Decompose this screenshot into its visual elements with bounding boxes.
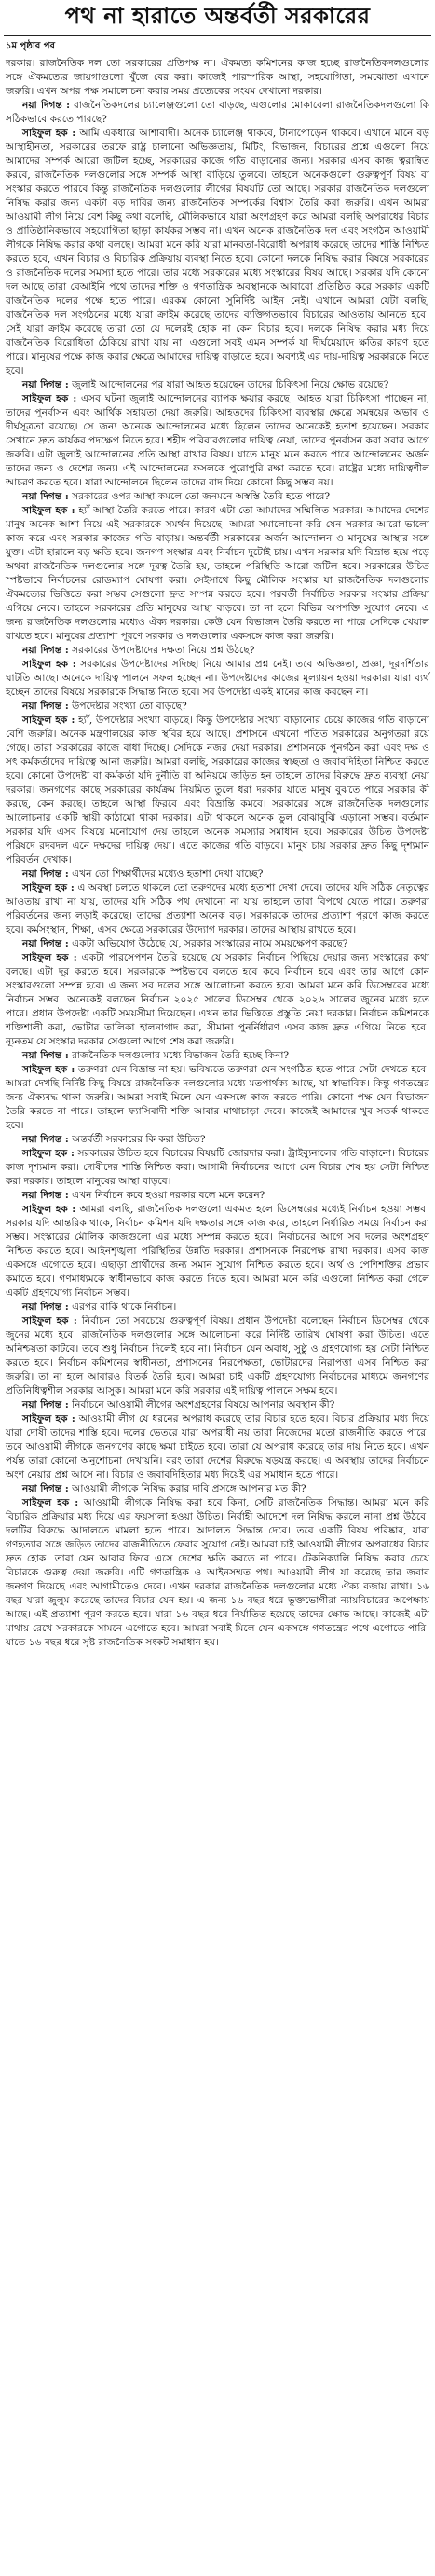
question-paragraph: [6, 867, 429, 881]
paragraph-text: এখন তো শিক্ষার্থীদের মধ্যেও হতাশা দেখা যাচ্ছে?: [72, 868, 264, 879]
question-paragraph: [6, 1398, 429, 1412]
speaker-label: সাইফুল হক :: [22, 1413, 75, 1424]
paragraph-text: নির্বাচন তো সবচেয়ে গুরুত্বপূর্ণ বিষয়। প্রধান উপদেষ্টা বলেছেন নির্বাচন ডিসেম্বর থেকে জুনের মধ্যে হবে। রাজনৈতিক দলগুলোর সঙ্গে আলোচনা করে নির্দিষ্ট তারিখ ঘোষণা করা উচিত। এতে অনিশ্চয়তা কাটবে। তবে শুধু নির্বাচন দিলেই হবে না। নির্বাচন যেন অবাধ, সুষ্ঠু ও গ্রহণযোগ্য হয় সেটা নিশ্চিত করতে হবে। নির্বাচন কমিশনের স্বাধীনতা, প্রশাসনের নিরপেক্ষতা, ভোটারদের নিরাপত্তা এসব নিশ্চিত করা জরুরি। তা না হলে আবারও বিতর্ক তৈরি হবে। আমরা চাই একটি গ্রহণযোগ্য নির্বাচনের মাধ্যমে জনগণের প্রতিনিধিত্বশীল সরকার আসুক। আমরা মনে করি সরকার এই দায়িত্ব পালনে সক্ষম হবে।: [6, 1315, 429, 1397]
speaker-label: সাইফুল হক :: [22, 1204, 76, 1215]
question-paragraph: [6, 1133, 429, 1147]
question-paragraph: [6, 1189, 429, 1203]
speaker-label: নয়া দিগন্ত :: [22, 1483, 69, 1494]
article-body: [0, 57, 435, 1650]
answer-paragraph: [6, 1412, 429, 1482]
paragraph-text: সরকারের উপদেষ্টাদের দক্ষতা নিয়ে প্রশ্ন উঠছে?: [72, 645, 255, 656]
paragraph-text: সরকারের উপদেষ্টাদের সদিচ্ছা নিয়ে আমার প্রশ্ন নেই। তবে অভিজ্ঞতা, প্রজ্ঞা, দূরদর্শিতার ঘাটতি আছে। অনেকে দায়িত্ব পালনে সফল হচ্ছেন না। উপদেষ্টাদের কাজের মূল্যায়ন হওয়া দরকার। যারা ব্যর্থ হচ্ছেন তাদের বিষয়ে সরকারকে সিদ্ধান্ত নিতে হবে। সব উপদেষ্টা একই মানের কাজ করছেন না।: [6, 659, 430, 698]
paragraph-text: একটা অভিযোগ উঠেছে যে, সরকার সংস্কারের নামে সময়ক্ষেপণ করছে?: [72, 938, 348, 949]
question-paragraph: [6, 700, 429, 714]
paragraph-text: আমরা বলছি, রাজনৈতিক দলগুলো একমত হলে ডিসেম্বরের মধ্যেই নির্বাচন হওয়া সম্ভব। সরকার যদি আন্তরিক থাকে, নির্বাচন কমিশন যদি দক্ষতার সঙ্গে কাজ করে, তাহলে নির্ধারিত সময়ে নির্বাচন করা সম্ভব। সংস্কারের মৌলিক কাজগুলো এর মধ্যে সম্পন্ন করতে হবে। নির্বাচনের আগে সব দলের অংশগ্রহণ নিশ্চিত করতে হবে। আইনশৃঙ্খলা পরিস্থিতির উন্নতি দরকার। প্রশাসনকে নিরপেক্ষ রাখা দরকার। এসব কাজ একসঙ্গে এগোতে হবে। এছাড়া প্রার্থীদের জন্য সমান সুযোগ নিশ্চিত করতে হবে। অর্থ ও পেশিশক্তির প্রভাব কমাতে হবে। গণমাধ্যমকে স্বাধীনভাবে কাজ করতে দিতে হবে। আমরা মনে করি এগুলো নিশ্চিত করা গেলে একটি গ্রহণযোগ্য নির্বাচন সম্ভব।: [6, 1204, 429, 1299]
paragraph-text: আওয়ামী লীগকে নিষিদ্ধ করা হবে কিনা, সেটি রাজনৈতিক সিদ্ধান্ত। আমরা মনে করি বিচারিক প্রক্রিয়ার মধ্য দিয়ে এর ফয়সালা হওয়া উচিত। নির্বাহী আদেশে দল নিষিদ্ধ করলে নানা প্রশ্ন উঠবে। দলটির বিরুদ্ধে আদালতে মামলা হতে পারে। আদালত সিদ্ধান্ত দেবে। তবে একটি বিষয় পরিষ্কার, যারা গণহত্যার সঙ্গে জড়িত তাদের রাজনীতিতে ফেরার সুযোগ নেই। আমরা চাই আওয়ামী লীগের অপরাধের বিচার দ্রুত হোক। তারা যেন আবার ফিরে এসে দেশের ক্ষতি করতে না পারে। টেকনিক্যালি নিষিদ্ধ করার চেয়ে বিচারকে গুরুত্ব দেয়া জরুরি। এটি গণতান্ত্রিক ও আইনসম্মত পথ। আওয়ামী লীগ যা করেছে তার জবাব জনগণ দিয়েছে এবং আগামীতেও দেবে। এখন দরকার রাজনৈতিক দলগুলোর মধ্যে ঐক্য বজায় রাখা। ১৬ বছর যারা জুলুম করেছে তাদের বিচার যেন হয়। এ জন্য ১৬ বছর ধরে ভুক্তভোগীরা ন্যায়বিচারের অপেক্ষায় আছে। এই প্রত্যাশা পূরণ করতে হবে। যারা ১৬ বছর ধরে নির্যাতিত হয়েছে তাদের ক্ষোভ আছে। কাজেই এটা মাথায় রেখে সরকারকে সামনে এগোতে হবে। আমরা সবাই মিলে যেন একসঙ্গে গণতন্ত্রের পথে এগোতে পারি। যাতে ১৬ বছর ধরে সৃষ্ট রাজনৈতিক সংকট সমাধান হয়।: [6, 1497, 429, 1648]
paragraph-text: রাজনৈতিক দলগুলোর মধ্যে বিভাজন তৈরি হচ্ছে কিনা?: [72, 1050, 290, 1061]
paragraph-text: উপদেষ্টার সংখ্যা তো বাড়ছে?: [72, 701, 187, 712]
speaker-label: নয়া দিগন্ত :: [22, 1399, 69, 1411]
paragraph-text: হ্যাঁ, উপদেষ্টার সংখ্যা বাড়ছে। কিন্তু উপদেষ্টার সংখ্যা বাড়ানোর চেয়ে কাজের গতি বাড়ানো বেশি জরুরি। অনেক মন্ত্রণালয়ের কাজ স্থবির হয়ে আছে। প্রশাসনে এখনো পতিত সরকারের অনুগতরা রয়ে গেছে। তারা সরকারের কাজে বাধা দিচ্ছে। সেদিকে নজর দেয়া দরকার। প্রশাসনকে পুনর্গঠন করা এবং দক্ষ ও সৎ কর্মকর্তাদের দায়িত্বে আনা জরুরি। আমরা বলছি, সরকারের কাজের স্বচ্ছতা ও জবাবদিহিতা নিশ্চিত করতে হবে। কোনো উপদেষ্টা বা কর্মকর্তা যদি দুর্নীতি বা অনিয়মে জড়িত হন তাহলে তাদের বিরুদ্ধে দ্রুত ব্যবস্থা নেয়া দরকার। জনগণের কাছে সরকারের কার্যক্রম নিয়মিত তুলে ধরা দরকার যাতে মানুষ বুঝতে পারে সরকার কী করছে, কেন করছে। তাহলে আস্থা ফিরবে এবং বিভ্রান্তি কমবে। সরকারের সঙ্গে রাজনৈতিক দলগুলোর আলোচনার একটি স্থায়ী কাঠামো থাকা দরকার। এটা থাকলে অনেক ভুল বোঝাবুঝি এড়ানো সম্ভব। বর্তমান সরকার যদি এসব বিষয়ে মনোযোগ দেয় তাহলে অনেক সমস্যার সমাধান হবে। সরকারের উচিত উপদেষ্টা পরিষদে রদবদল এনে দক্ষদের দায়িত্ব দেয়া। এতে কাজের গতি বাড়বে। মানুষ চায় সরকার দ্রুত কিছু দৃশ্যমান পরিবর্তন দেখাক।: [6, 715, 429, 865]
paragraph-text: দরকার। রাজনৈতিক দল তো সরকারের প্রতিপক্ষ না। ঐকমত্য কমিশনের কাজ হচ্ছে রাজনৈতিকদলগুলোর সঙ্গে ঐকমত্যের জায়গাগুলো খুঁজে বের করা। কাজেই পারস্পরিক আস্থা, সহযোগিতা, সমঝোতা এখানে জরুরি। এখন অপর পক্ষ সমালোচনা করার সময় প্রত্যেকের সংযম দেখানো দরকার।: [6, 58, 429, 97]
paragraph-text: নির্বাচনে আওয়ামী লীগের অংশগ্রহণের বিষয়ে আপনার অবস্থান কী?: [72, 1399, 335, 1411]
continued-label: ১ম পৃষ্ঠার পর: [6, 41, 55, 51]
speaker-label: নয়া দিগন্ত :: [22, 1050, 69, 1061]
speaker-label: নয়া দিগন্ত :: [22, 1190, 69, 1201]
speaker-label: নয়া দিগন্ত :: [22, 379, 69, 390]
answer-paragraph: [6, 951, 429, 1049]
speaker-label: সাইফুল হক :: [22, 715, 75, 726]
paragraph-text: এখন নির্বাচন কবে হওয়া দরকার বলে মনে করেন?: [72, 1190, 265, 1201]
speaker-label: সাইফুল হক :: [22, 505, 75, 516]
speaker-label: নয়া দিগন্ত :: [22, 868, 69, 879]
speaker-label: সাইফুল হক :: [22, 1497, 79, 1508]
speaker-label: নয়া দিগন্ত :: [22, 645, 69, 656]
paragraph-text: হ্যাঁ আস্থা তৈরি করতে পারে। কারণ এটা তো আমাদের সম্মিলিত সরকার। আমাদের দেশের মানুষ অনেক আশা নিয়ে এই সরকারকে সমর্থন দিয়েছে। আমরা সমালোচনা করি যেন সরকার আরো ভালো কাজ করে এবং সরকার কাজের গতি বাড়ায়। অন্তর্বর্তী সরকারের অর্জন আন্দোলন ও মানুষের আস্থার সঙ্গে যুক্ত। এটা হারালে বড় ক্ষতি হবে। জনগণ সংস্কার এবং নির্বাচন দুটোই চায়। এখন সরকার যদি বিভ্রান্ত হয়ে পড়ে অথবা রাজনৈতিক দলগুলোর সঙ্গে দূরত্ব তৈরি হয়, তাহলে পরিস্থিতি আরো জটিল হবে। সরকারের উচিত স্পষ্টভাবে নির্বাচনের রোডম্যাপ ঘোষণা করা। সেইসাথে কিছু মৌলিক সংস্কার যা রাজনৈতিক দলগুলোর ঐকমত্যের ভিত্তিতে করা সম্ভব সেগুলো দ্রুত সম্পন্ন করতে হবে। পরবর্তী নির্বাচিত সরকার সংস্কার প্রক্রিয়া এগিয়ে নেবে। তাহলে সরকারের প্রতি মানুষের আস্থা বাড়বে। তা না হলে বিভিন্ন অপশক্তি সুযোগ নেবে। এ জন্য রাজনৈতিক দলগুলোর মধ্যেও ঐক্য দরকার। কেউ যেন বিভাজন তৈরি করতে না পারে সেদিকে খেয়াল রাখতে হবে। মানুষের প্রত্যাশা পূরণে সরকার ও দলগুলোর একসঙ্গে কাজ করা জরুরি।: [6, 505, 430, 642]
question-paragraph: [6, 1482, 429, 1496]
speaker-label: সাইফুল হক :: [22, 1148, 75, 1159]
answer-paragraph: [6, 881, 429, 937]
paragraph-text: একটা পারসেপশন তৈরি হয়েছে যে সরকার নির্বাচন পিছিয়ে দেয়ার জন্য সংস্কারের কথা বলছে। এটা দূর করতে হবে। সরকারকে স্পষ্টভাবে বলতে হবে কবে নির্বাচন হবে এবং তার আগে কোন সংস্কারগুলো সম্পন্ন হবে। এ জন্য সব দলের সঙ্গে আলোচনা করতে হবে। আমরা মনে করি ডিসেম্বরের মধ্যে নির্বাচন সম্ভব। অনেকেই বলছেন নির্বাচন ২০২৫ সালের ডিসেম্বর থেকে ২০২৬ সালের জুনের মধ্যে হতে পারে। প্রধান উপদেষ্টা একটি সময়সীমা দিয়েছেন। এখন তার ভিত্তিতে প্রস্তুতি নেয়া দরকার। নির্বাচন কমিশনকে শক্তিশালী করা, ভোটার তালিকা হালনাগাদ করা, সীমানা পুনর্নির্ধারণ এসব কাজ দ্রুত এগিয়ে নিতে হবে। ন্যূনতম যে সংস্কার দরকার সেগুলো আগে শেষ করা জরুরি।: [6, 952, 430, 1047]
answer-paragraph: [6, 1315, 429, 1398]
answer-paragraph: [6, 658, 429, 700]
speaker-label: সাইফুল হক :: [22, 952, 77, 963]
speaker-label: সাইফুল হক :: [22, 659, 76, 670]
question-paragraph: [6, 378, 429, 392]
question-paragraph: [6, 99, 429, 127]
paragraph-text: রাজনৈতিকদলের চ্যালেঞ্জগুলো তো বাড়ছে, এগুলোর মোকাবেলা রাজনৈতিকদলগুলো কি সঠিকভাবে করতে পারছে?: [6, 100, 430, 125]
paragraph-text: এসব ঘটনা জুলাই আন্দোলনের ব্যাপক ক্ষয়ার করছে। আহত যারা চিকিৎসা পাচ্ছেন না, তাদের পুনর্বাসন এবং আর্থিক সহায়তা দেয়া জরুরি। আহতদের চিকিৎসা ব্যবস্থার ক্ষেত্রে সমন্বয়ের অভাব ও দীর্ঘসূত্রতা রয়েছে। সে জন্য অনেকে আন্দোলনের মধ্যে ছিলেন তাদের অনেকেই হতাশ হয়েছেন। সরকার সেখানে দ্রুত কার্যকর পদক্ষেপ নিতে হবে। শহীদ পরিবারগুলোর দায়িত্ব নেয়া, তাদের পুনর্বাসন করা সবার আগে জরুরি। এটা জুলাই আন্দোলনের প্রতি আস্থা রাখার বিষয়। যাতে মানুষ মনে করতে পারে আন্দোলনের অর্জন তাদের জন্য ও দেশের জন্য। এই আন্দোলনের ফসলকে পুরোপুরি রক্ষা করতে হবে। রাষ্ট্রের মধ্যে দায়িত্বশীল আচরণ করতে হবে। যারা আন্দোলনে ছিলেন তাদের বাদ দিয়ে কোনো কিছু সম্ভব নয়।: [6, 393, 429, 488]
speaker-label: নয়া দিগন্ত :: [22, 938, 69, 949]
paragraph-text: আওয়ামী লীগ যে ধরনের অপরাধ করেছে তার বিচার হতে হবে। বিচার প্রক্রিয়ার মধ্য দিয়ে যারা দোষী তাদের শাস্তি হবে। দলের ভেতরে যারা অপরাধী নয় তারা নিজেদের মতো রাজনীতি করতে পারে। তবে আওয়ামী লীগকে জনগণের কাছে ক্ষমা চাইতে হবে। তারা যে অপরাধ করেছে তার দায় নিতে হবে। এখন পর্যন্ত তারা কোনো অনুশোচনা দেখায়নি। বরং তারা দেশের বিরুদ্ধে ষড়যন্ত্র করছে। এ অবস্থায় তাদের নির্বাচনে অংশ নেয়ার প্রশ্ন আসে না। বিচার ও জবাবদিহিতার মধ্য দিয়েই এর সমাধান হতে পারে।: [6, 1413, 430, 1480]
speaker-label: সাইফুল হক :: [22, 1064, 75, 1075]
paragraph-text: সরকারের ওপর আস্থা কমলে তো জনমনে অস্বস্তি তৈরি হতে পারে?: [72, 491, 331, 502]
answer-paragraph: [6, 392, 429, 490]
answer-paragraph: [6, 1203, 429, 1301]
speaker-label: সাইফুল হক :: [22, 128, 76, 139]
speaker-label: সাইফুল হক :: [22, 882, 75, 893]
paragraph-text: আমি একধারে আশাবাদী। অনেক চ্যালেঞ্জ থাকবে, টানাপোড়েন থাকবে। এখানে মানে বড় আস্থাহীনতা, সরকারের তরফে রাষ্ট্র চালানো অভিজ্ঞতায়, মিটিং, বিভাজন, বিচারের প্রশ্নে এগুলো নিয়ে আমাদের সম্পর্ক আরো জটিল হচ্ছে, সরকারের কাজে গতি বাড়ানোর জন্য। সরকার এসব কাজ ত্বরান্বিত করবে, রাজনৈতিক দলগুলোর সঙ্গে সম্পর্ক আস্থা বাড়িয়ে তুলবে। তাহলে অনেকগুলো গুরুত্বপূর্ণ বিষয় বা সংস্কার করতে পারবে কিন্তু রাজনৈতিক দলগুলোর লীগের বিষয়টি তো আছে। সরকার রাজনৈতিক দলগুলো নিষিদ্ধ করার জন্য একটা বড় দাবির জন্য রাজনৈতিক সম্পর্কের বিশ্বাস তৈরি করা জরুরি। এখন আমরা আওয়ামী লীগ নিয়ে বেশ কিছু কথা বলেছি, মৌলিকভাবে যারা অংশগ্রহণ করে আমরা বলছি অপরাধের বিচার ও প্রাতিষ্ঠানিকভাবে সহযোগিতা ছাড়া কার্যকর সম্ভব না। এখন অনেক রাজনৈতিক দল এবং সংগঠন আওয়ামী লীগকে নিষিদ্ধ করার কথা বলছে। আমরা মনে করি যারা মানবতা-বিরোধী অপরাধ করেছে তাদের শাস্তি নিশ্চিত করতে হবে, এখন বিচার ও বিচারিক প্রক্রিয়ায় ব্যবস্থা নিতে হবে। কোনো দলকে নিষিদ্ধ করার বিষয়ে সরকারের ও রাজনৈতিক দলের সমস্যা হতে পারে। তার মধ্যে সরকারের মধ্যে সংস্কারের বিষয় আছে। সরকার যদি কোনো দল আছে তারা বেআইনি পথে তাদের শক্তি ও গণতান্ত্রিক অবস্থানকে আবারো প্রতিষ্ঠিত করে সরকার একটি রাজনৈতিক দলের পক্ষে হতে পারে। এরকম কোনো সুনির্দিষ্ট আইন নেই। এখানে আমরা যেটা বলছি, রাজনৈতিক দল সংগঠনের মধ্যে যারা ক্রাইম করেছে তাদের ব্যক্তিগতভাবে বিচারের আওতায় আনতে হবে। সেই যারা ক্রাইম করেছে তারা তো যে দলেরই হোক না কেন বিচার হবে। দলকে নিষিদ্ধ করার মধ্য দিয়ে রাজনৈতিক বিরোধিতা ঠেকিয়ে রাখা যায় না। এগুলো সবই এমন সম্পর্ক যা দীর্ঘমেয়াদে ক্ষতির কারণ হতে পারে। মানুষের পক্ষে কাজ করার ক্ষেত্রে আমাদের দায়িত্ব বাড়াতে হবে। অবশ্যই এর দায়-দায়িত্ব সরকারকে নিতে হবে।: [6, 128, 429, 376]
answer-paragraph: [6, 127, 429, 378]
speaker-label: নয়া দিগন্ত :: [22, 491, 69, 502]
speaker-label: নয়া দিগন্ত :: [22, 1134, 69, 1145]
answer-paragraph: [6, 1147, 429, 1189]
speaker-label: নয়া দিগন্ত :: [22, 701, 69, 712]
question-paragraph: [6, 1049, 429, 1063]
answer-paragraph: [6, 714, 429, 867]
speaker-label: নয়া দিগন্ত :: [22, 1302, 69, 1313]
speaker-label: সাইফুল হক :: [22, 1315, 77, 1327]
article-paragraph: [6, 57, 429, 99]
answer-paragraph: [6, 1496, 429, 1650]
paragraph-text: এ অবস্থা চলতে থাকলে তো তরুণদের মধ্যে হতাশা দেখা দেবে। তাদের যদি সঠিক নেতৃত্বের আওতায় রাখা না যায়, তাদের যদি সঠিক পথ দেখানো না যায় তাহলে তারা বিপথে যেতে পারে। তরুণরা পরিবর্তনের জন্য লড়াই করেছে। তাদের প্রত্যাশা অনেক বড়। সরকারকে তাদের প্রত্যাশা পূরণে কাজ করতে হবে। কর্মসংস্থান, শিক্ষা, এসব ক্ষেত্রে সরকারের উদ্যোগ দরকার। তাদের আস্থায় রাখতে হবে।: [6, 882, 429, 935]
question-paragraph: [6, 937, 429, 951]
paragraph-text: অন্তর্বর্তী সরকারের কি করা উচিত?: [72, 1134, 206, 1145]
question-paragraph: [6, 644, 429, 658]
paragraph-text: তরুণরা যেন বিভ্রান্ত না হয়। ভবিষ্যতে তরুণরা যেন সংগঠিত হতে পারে সেটা দেখতে হবে। আমরা দেখছি নির্দিষ্ট কিছু বিষয়ে রাজনৈতিক দলগুলোর মধ্যে মতপার্থক্য আছে, যা স্বাভাবিক। কিন্তু গণতন্ত্রের জন্য ঐক্যবদ্ধ থাকা জরুরি। আমরা সবাই মিলে যেন একসঙ্গে কাজ করতে পারি। কোনো পক্ষ যেন বিভাজন তৈরি করতে না পারে। তাহলে ফ্যাসিবাদী শক্তি আবার মাথাচাড়া দেবে। কাজেই আমাদের খুব সতর্ক থাকতে হবে।: [6, 1064, 430, 1131]
headline: পথ না হারাতে অন্তর্বর্তী সরকারের: [4, 0, 431, 36]
paragraph-text: সরকারের উচিত হবে বিচারের বিষয়টি জোরদার করা। ট্রাইব্যুনালের গতি বাড়ানো। বিচারের কাজ দৃশ্যমান করা। দোষীদের শাস্তি নিশ্চিত করা। আগামী নির্বাচনের আগে যেন বিচার শেষ হয় সেটা নিশ্চিত করা দরকার। তাহলে মানুষের আস্থা বাড়বে।: [6, 1148, 429, 1187]
paragraph-text: আওয়ামী লীগকে নিষিদ্ধ করার দাবি প্রসঙ্গে আপনার মত কী?: [72, 1483, 306, 1494]
speaker-label: নয়া দিগন্ত :: [22, 100, 71, 111]
answer-paragraph: [6, 1063, 429, 1133]
speaker-label: সাইফুল হক :: [22, 393, 77, 404]
question-paragraph: [6, 490, 429, 504]
answer-paragraph: [6, 504, 429, 644]
paragraph-text: এরপর বাকি থাকে নির্বাচন।: [72, 1302, 177, 1313]
paragraph-text: জুলাই আন্দোলনের পর যারা আহত হয়েছেন তাদের চিকিৎসা নিয়ে ক্ষোভ রয়েছে?: [72, 379, 389, 390]
question-paragraph: [6, 1301, 429, 1315]
